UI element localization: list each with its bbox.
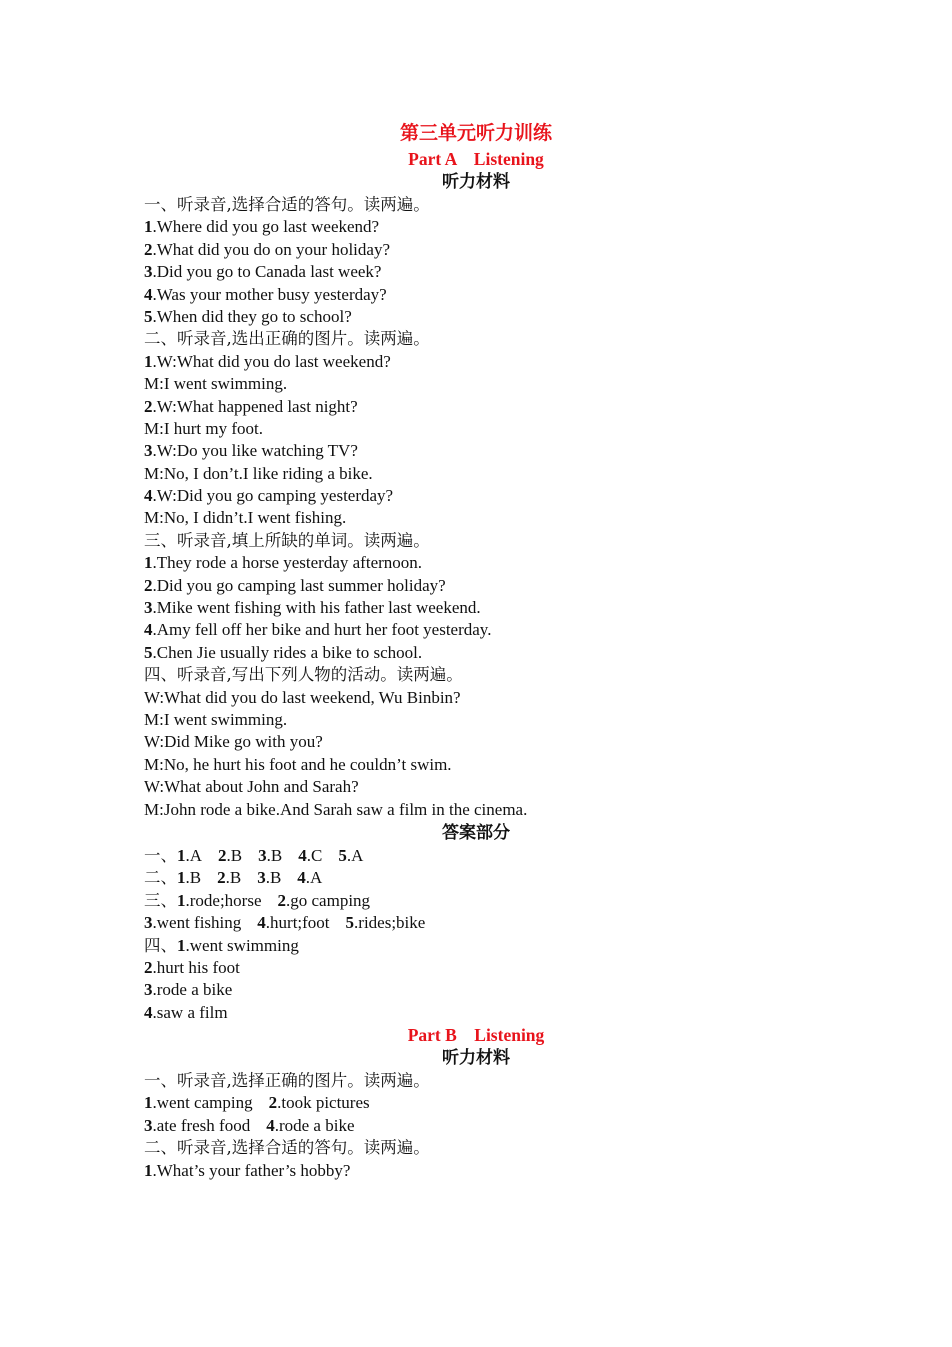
dialogue-line: M:No, he hurt his foot and he couldn’t swim. xyxy=(144,754,452,774)
list-item: 5.Chen Jie usually rides a bike to school. xyxy=(144,642,423,662)
dialogue-line: W:What about John and Sarah? xyxy=(144,777,359,797)
dialogue-line: W:What did you do last weekend, Wu Binbin? xyxy=(144,687,461,707)
part-b-section2-header: 二、听录音,选择合适的答句。读两遍。 xyxy=(144,1138,430,1158)
list-item: 4.Amy fell off her bike and hurt her foot yesterday. xyxy=(144,620,492,640)
answer-row: 二、1.B 2.B 3.B 4.A xyxy=(144,868,323,888)
dialogue-question: 1.W:What did you do last weekend? xyxy=(144,351,391,371)
answer-row: 4.saw a film xyxy=(144,1002,228,1022)
document-title: 第三单元听力训练 xyxy=(399,122,552,144)
dialogue-line: M:I went swimming. xyxy=(144,709,288,729)
dialogue-question: 4.W:Did you go camping yesterday? xyxy=(144,486,394,506)
list-item: 2.Did you go camping last summer holiday? xyxy=(144,575,446,595)
list-item: 4.Was your mother busy yesterday? xyxy=(144,284,387,304)
list-item: 3.Did you go to Canada last week? xyxy=(144,262,382,282)
list-item: 2.What did you do on your holiday? xyxy=(144,239,390,259)
answer-row: 3.rode a bike xyxy=(144,980,233,1000)
part-a-materials-label: 听力材料 xyxy=(442,172,510,192)
dialogue-question: 3.W:Do you like watching TV? xyxy=(144,441,358,461)
list-item: 3.Mike went fishing with his father last weekend. xyxy=(144,598,481,618)
part-b-heading: Part B Listening xyxy=(407,1025,545,1046)
dialogue-line: M:John rode a bike.And Sarah saw a film in the cinema. xyxy=(144,799,528,819)
part-a-section3-header: 三、听录音,填上所缺的单词。读两遍。 xyxy=(144,530,430,550)
part-a-section4-header: 四、听录音,写出下列人物的活动。读两遍。 xyxy=(144,665,463,685)
list-item: 1.Where did you go last weekend? xyxy=(144,217,380,237)
answer-row: 3.went fishing 4.hurt;foot 5.rides;bike xyxy=(144,913,426,933)
list-item: 5.When did they go to school? xyxy=(144,306,352,326)
dialogue-answer: M:No, I don’t.I like riding a bike. xyxy=(144,463,373,483)
list-item: 1.They rode a horse yesterday afternoon. xyxy=(144,553,423,573)
answers-label: 答案部分 xyxy=(442,822,510,843)
part-a-section2-header: 二、听录音,选出正确的图片。读两遍。 xyxy=(144,329,430,349)
answer-row: 三、1.rode;horse 2.go camping xyxy=(144,890,371,910)
part-a-heading: Part A Listening xyxy=(408,149,544,169)
dialogue-question: 2.W:What happened last night? xyxy=(144,396,358,416)
dialogue-answer: M:I went swimming. xyxy=(144,374,288,394)
dialogue-line: W:Did Mike go with you? xyxy=(144,732,323,752)
list-item: 1.went camping 2.took pictures xyxy=(144,1093,370,1113)
answer-row: 一、1.A 2.B 3.B 4.C 5.A xyxy=(144,845,364,865)
part-b-materials-label: 听力材料 xyxy=(442,1048,510,1069)
answer-row: 2.hurt his foot xyxy=(144,957,240,977)
answer-row: 四、1.went swimming xyxy=(144,935,299,955)
dialogue-answer: M:I hurt my foot. xyxy=(144,418,263,438)
part-b-section1-header: 一、听录音,选择正确的图片。读两遍。 xyxy=(144,1071,430,1091)
dialogue-answer: M:No, I didn’t.I went fishing. xyxy=(144,508,347,528)
list-item: 1.What’s your father’s hobby? xyxy=(144,1160,351,1180)
list-item: 3.ate fresh food 4.rode a bike xyxy=(144,1115,355,1135)
part-a-section1-header: 一、听录音,选择合适的答句。读两遍。 xyxy=(144,195,430,214)
document-content xyxy=(144,118,824,1182)
